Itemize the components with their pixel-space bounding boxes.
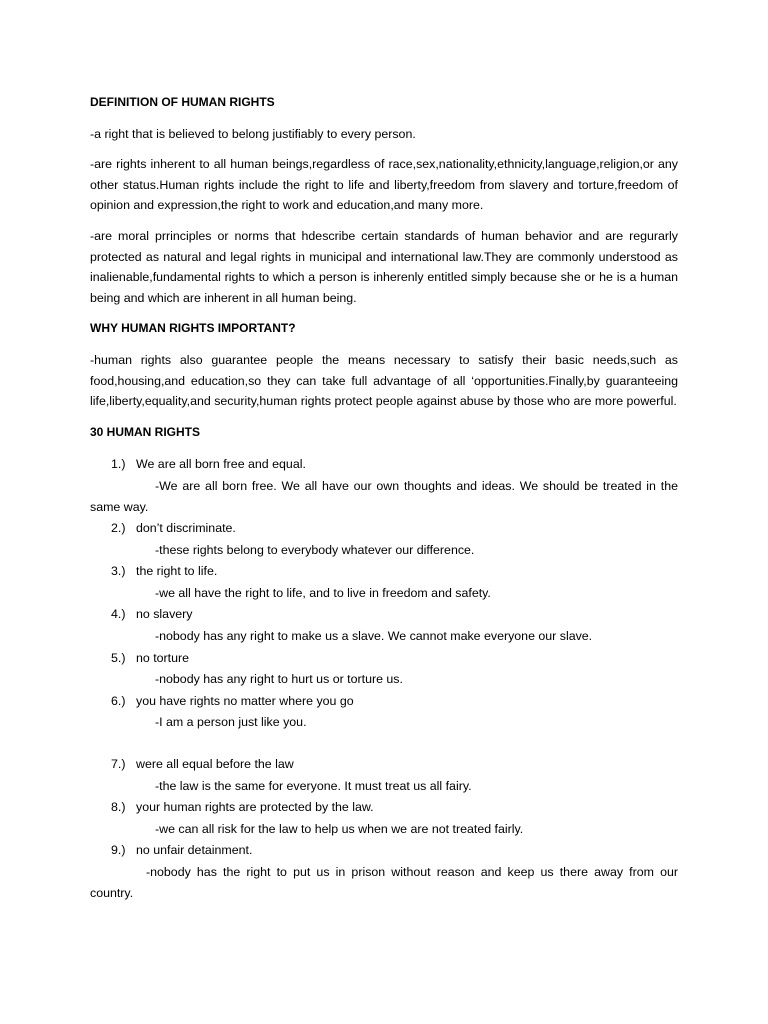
item-number: 2.) xyxy=(111,521,126,536)
item-title: no slavery xyxy=(136,607,193,622)
list-item xyxy=(90,754,678,796)
item-title: don’t discriminate. xyxy=(136,521,236,536)
item-title: the right to life. xyxy=(136,564,218,579)
item-number: 8.) xyxy=(111,800,126,815)
item-title: you have rights no matter where you go xyxy=(136,693,354,708)
item-title: no unfair detainment. xyxy=(136,843,253,858)
item-number: 6.) xyxy=(111,693,126,708)
heading-30-rights: 30 HUMAN RIGHTS xyxy=(90,424,201,439)
item-description: -we can all risk for the law to help us when we are not treated fairly. xyxy=(155,821,524,836)
list-item xyxy=(90,454,678,517)
list-item xyxy=(90,797,678,839)
item-description: -nobody has any right to hurt us or torture us. xyxy=(155,672,403,687)
document-content xyxy=(90,92,678,904)
definition-paragraph-2: -are rights inherent to all human beings,regardless of race,sex,nationality,ethnicity,language,religion,or any other status.Human rights include the right to life and liberty,freedom from slavery and torture,freedom of opinion and expression,the right to work and education,and many more. xyxy=(90,157,678,213)
item-description: -these rights belong to everybody whatever our difference. xyxy=(155,542,475,557)
item-number: 4.) xyxy=(111,607,126,622)
list-item xyxy=(90,691,678,733)
list-item xyxy=(90,840,678,903)
list-item xyxy=(90,561,678,603)
item-description: -I am a person just like you. xyxy=(155,715,307,730)
blank-line xyxy=(90,734,678,754)
definition-paragraph-1: -a right that is believed to belong justifiably to every person. xyxy=(90,126,416,141)
rights-list xyxy=(90,454,678,903)
item-title: no torture xyxy=(136,650,190,665)
why-paragraph: -human rights also guarantee people the means necessary to satisfy their basic needs,such as food,housing,and education,so they can take full advantage of all ‘opportunities.Finally,by guaranteeing life,liberty,equality,and security,human rights protect people against abuse by those who are more powerful. xyxy=(90,352,678,409)
item-number: 7.) xyxy=(111,757,126,772)
item-number: 9.) xyxy=(111,843,126,858)
item-title: We are all born free and equal. xyxy=(136,457,306,472)
item-description: -we all have the right to life, and to live in freedom and safety. xyxy=(155,585,491,600)
list-item xyxy=(90,604,678,646)
definition-paragraph-3: -are moral prrinciples or norms that hdescribe certain standards of human behavior and are regurarly protected as natural and legal rights in municipal and international law.They are commonly understood as inalienable,fundamental rights to which a person is inherenly entitled simply because she or he is a human being and which are inherent in all human being. xyxy=(90,228,678,305)
item-title: your human rights are protected by the law. xyxy=(136,800,374,815)
item-number: 1.) xyxy=(111,457,126,472)
item-description: -nobody has the right to put us in prison without reason and keep us there away from our country. xyxy=(90,865,678,900)
item-description: -the law is the same for everyone. It must treat us all fairy. xyxy=(155,778,472,793)
item-number: 3.) xyxy=(111,564,126,579)
item-number: 5.) xyxy=(111,650,126,665)
item-description: -nobody has any right to make us a slave. We cannot make everyone our slave. xyxy=(155,629,593,644)
list-item xyxy=(90,648,678,690)
item-description: -We are all born free. We all have our own thoughts and ideas. We should be treated in the same way. xyxy=(90,478,678,514)
list-item xyxy=(90,518,678,560)
item-title: were all equal before the law xyxy=(136,757,294,772)
heading-definition: DEFINITION OF HUMAN RIGHTS xyxy=(90,95,275,109)
heading-why: WHY HUMAN RIGHTS IMPORTANT? xyxy=(90,321,296,336)
